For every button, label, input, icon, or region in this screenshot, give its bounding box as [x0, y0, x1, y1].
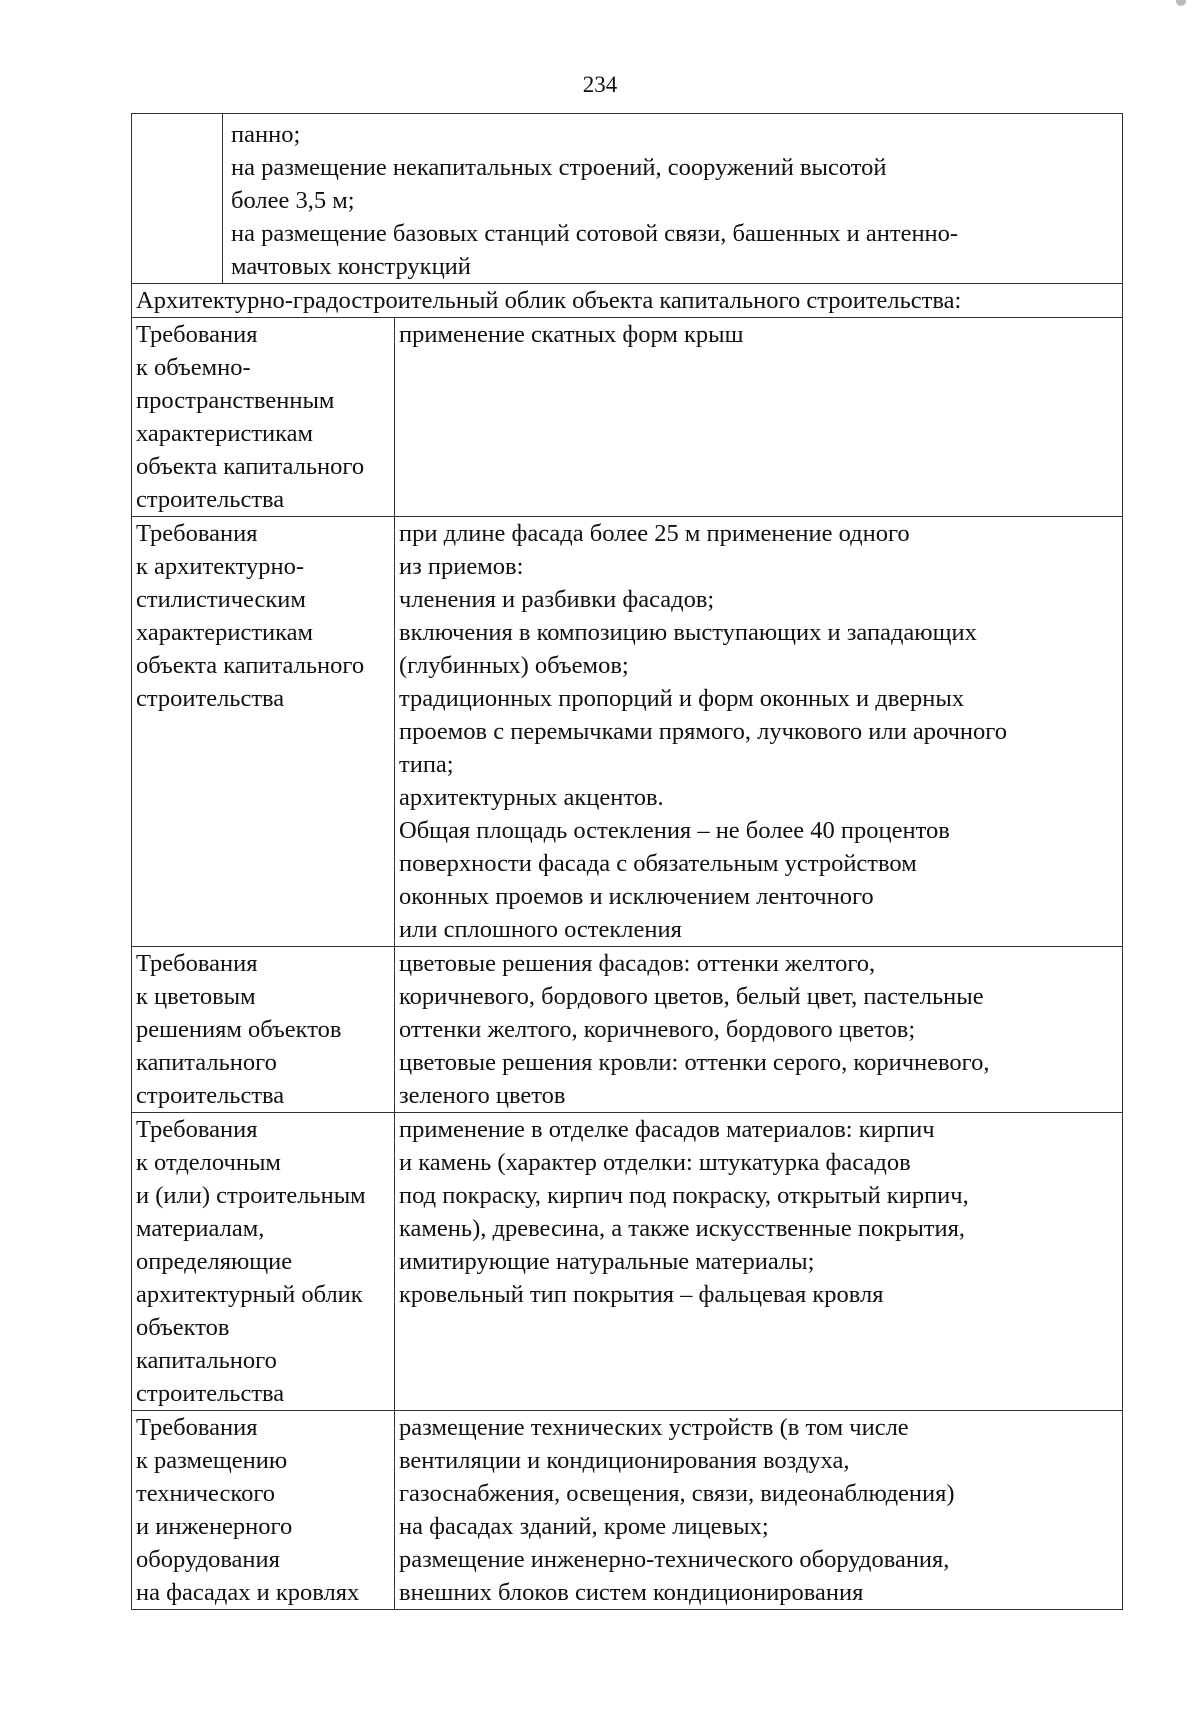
- requirement-label-line: к архитектурно-: [136, 553, 305, 580]
- continuation-cell: [223, 114, 1123, 284]
- requirement-label-line: материалам,: [136, 1215, 265, 1242]
- requirement-value-line: под покраску, кирпич под покраску, открытый кирпич,: [399, 1182, 969, 1209]
- requirement-value-line: коричневого, бордового цветов, белый цвет, пастельные: [399, 983, 984, 1010]
- requirement-value-line: типа;: [399, 751, 454, 778]
- continuation-line: на размещение базовых станций сотовой связи, башенных и антенно-: [231, 220, 959, 247]
- requirement-value-line: размещение технических устройств (в том числе: [399, 1414, 909, 1441]
- requirement-value-line: включения в композицию выступающих и западающих: [399, 619, 977, 646]
- requirement-value-line: или сплошного остекления: [399, 916, 682, 943]
- requirement-label-line: Требования: [136, 520, 258, 547]
- requirement-value-line: и камень (характер отделки: штукатурка фасадов: [399, 1149, 911, 1176]
- requirement-label-line: строительства: [136, 685, 285, 712]
- requirement-value-line: архитектурных акцентов.: [399, 784, 664, 811]
- table-row: [132, 1113, 1123, 1411]
- requirement-label-line: технического: [136, 1480, 276, 1507]
- requirement-value-cell: [395, 1113, 1123, 1411]
- table-row: [132, 1411, 1123, 1610]
- table-row: [132, 517, 1123, 947]
- requirement-label-line: объекта капитального: [136, 652, 365, 679]
- requirement-label-cell: [132, 1113, 395, 1411]
- requirement-label-line: характеристикам: [136, 420, 314, 447]
- requirements-table: [131, 113, 1123, 1610]
- requirement-value-line: размещение инженерно-технического оборудования,: [399, 1546, 950, 1573]
- empty-cell: [132, 114, 223, 284]
- requirement-value-cell: [395, 318, 1123, 517]
- continuation-line: панно;: [231, 121, 301, 148]
- requirement-value-cell: [395, 947, 1123, 1113]
- requirement-label-line: строительства: [136, 1380, 285, 1407]
- table-row-section-header: [132, 284, 1123, 318]
- requirement-label-line: Требования: [136, 321, 258, 348]
- requirement-label-line: архитектурный облик: [136, 1281, 363, 1308]
- requirement-label-line: и инженерного: [136, 1513, 293, 1540]
- requirement-value-line: цветовые решения фасадов: оттенки желтого,: [399, 950, 876, 977]
- requirement-value-line: вентиляции и кондиционирования воздуха,: [399, 1447, 850, 1474]
- requirement-label-cell: [132, 1411, 395, 1610]
- requirement-value-line: имитирующие натуральные материалы;: [399, 1248, 815, 1275]
- requirement-value-line: применение в отделке фасадов материалов: кирпич: [399, 1116, 935, 1143]
- requirement-value-cell: [395, 517, 1123, 947]
- requirement-label-line: к размещению: [136, 1447, 288, 1474]
- requirement-value-line: проемов с перемычками прямого, лучкового или арочного: [399, 718, 1007, 745]
- requirement-label-line: оборудования: [136, 1546, 280, 1573]
- requirement-label-cell: [132, 517, 395, 947]
- requirement-label-line: определяющие: [136, 1248, 293, 1275]
- table-row: [132, 947, 1123, 1113]
- continuation-line: на размещение некапитальных строений, сооружений высотой: [231, 154, 887, 181]
- requirement-label-line: решениям объектов: [136, 1016, 342, 1043]
- scan-artifact: [1176, 0, 1186, 6]
- requirement-value-cell: [395, 1411, 1123, 1610]
- requirement-label-line: на фасадах и кровлях: [136, 1579, 360, 1606]
- requirement-value-line: на фасадах зданий, кроме лицевых;: [399, 1513, 769, 1540]
- requirement-value-line: оттенки желтого, коричневого, бордового цветов;: [399, 1016, 916, 1043]
- requirement-value-line: кровельный тип покрытия – фальцевая кровля: [399, 1281, 884, 1308]
- requirement-value-line: (глубинных) объемов;: [399, 652, 629, 679]
- requirement-value-line: членения и разбивки фасадов;: [399, 586, 715, 613]
- requirement-label-line: к цветовым: [136, 983, 256, 1010]
- continuation-line: более 3,5 м;: [231, 187, 355, 214]
- table-row: [132, 318, 1123, 517]
- requirement-value-line: поверхности фасада с обязательным устройством: [399, 850, 917, 877]
- continuation-line: мачтовых конструкций: [231, 253, 471, 280]
- requirement-label-line: стилистическим: [136, 586, 306, 613]
- requirement-label-line: пространственным: [136, 387, 335, 414]
- requirement-value-line: Общая площадь остекления – не более 40 процентов: [399, 817, 950, 844]
- requirement-label-line: Требования: [136, 1414, 258, 1441]
- requirement-value-line: традиционных пропорций и форм оконных и дверных: [399, 685, 965, 712]
- requirement-label-line: и (или) строительным: [136, 1182, 366, 1209]
- requirement-value-line: цветовые решения кровли: оттенки серого, коричневого,: [399, 1049, 990, 1076]
- requirement-label-line: характеристикам: [136, 619, 314, 646]
- requirement-label-cell: [132, 947, 395, 1113]
- requirement-label-line: Требования: [136, 1116, 258, 1143]
- requirement-value-line: внешних блоков систем кондиционирования: [399, 1579, 864, 1606]
- requirement-value-line: камень), древесина, а также искусственные покрытия,: [399, 1215, 966, 1242]
- requirement-label-line: объектов: [136, 1314, 230, 1341]
- requirement-label-cell: [132, 318, 395, 517]
- requirement-value-line: из приемов:: [399, 553, 524, 580]
- requirement-label-line: строительства: [136, 1082, 285, 1109]
- requirement-value-line: зеленого цветов: [399, 1082, 566, 1109]
- requirement-label-line: капитального: [136, 1347, 277, 1374]
- requirement-value-line: при длине фасада более 25 м применение одного: [399, 520, 910, 547]
- page-number: 234: [582, 72, 618, 97]
- requirement-label-line: капитального: [136, 1049, 277, 1076]
- requirement-value-line: применение скатных форм крыш: [399, 321, 744, 348]
- requirement-label-line: Требования: [136, 950, 258, 977]
- requirement-label-line: к отделочным: [136, 1149, 281, 1176]
- requirements-table-body: [132, 114, 1123, 1610]
- requirement-value-line: оконных проемов и исключением ленточного: [399, 883, 874, 910]
- requirement-label-line: объекта капитального: [136, 453, 365, 480]
- requirement-label-line: к объемно-: [136, 354, 251, 381]
- requirement-label-line: строительства: [136, 486, 285, 513]
- table-row-continuation: [132, 114, 1123, 284]
- section-header: Архитектурно-градостроительный облик объекта капитального строительства:: [132, 284, 1123, 318]
- requirement-value-line: газоснабжения, освещения, связи, видеонаблюдения): [399, 1480, 955, 1507]
